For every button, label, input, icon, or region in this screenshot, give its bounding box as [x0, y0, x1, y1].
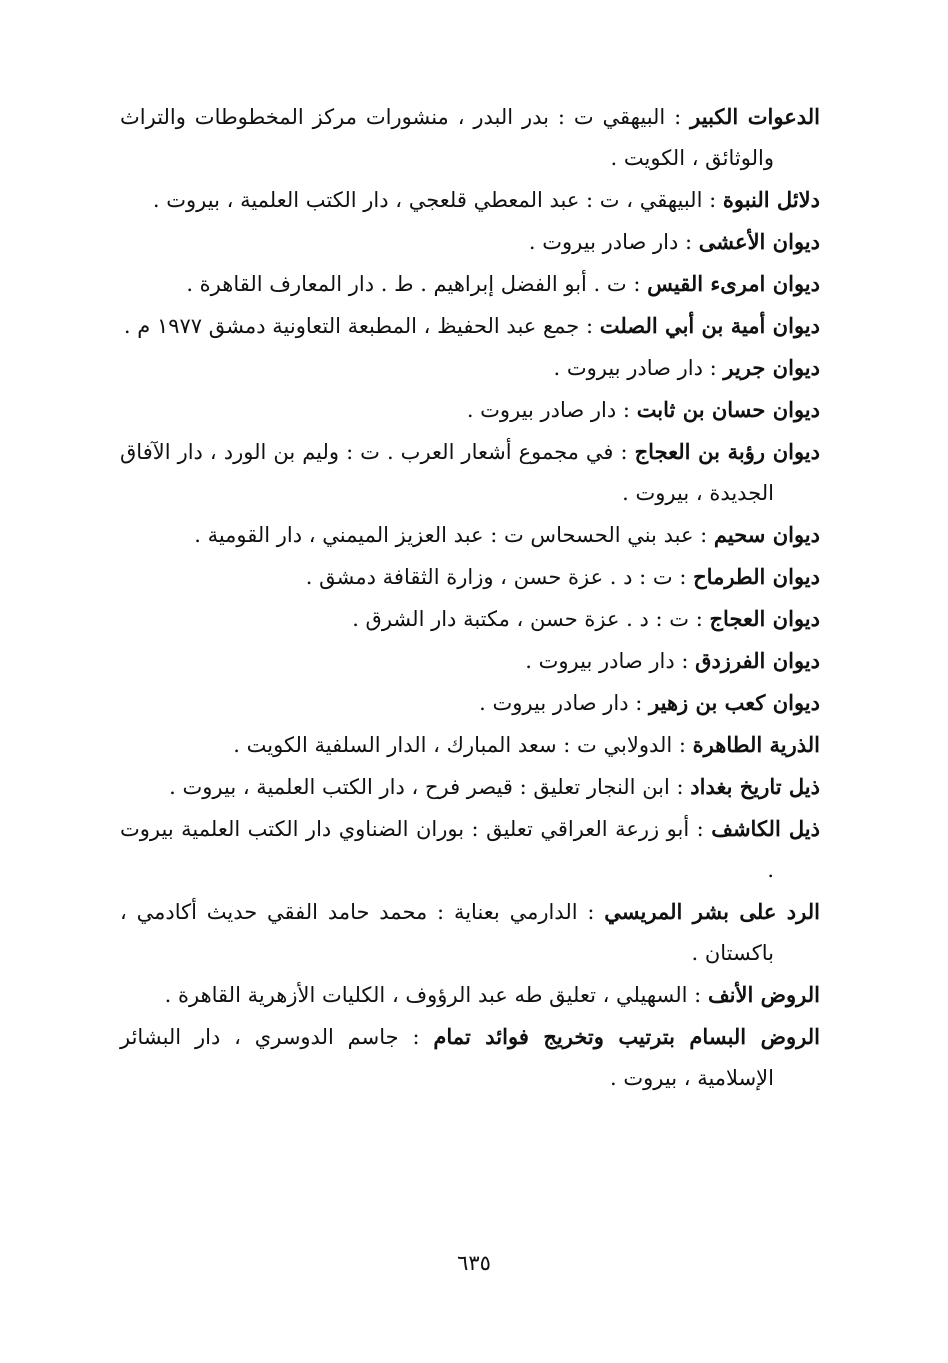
entry-title: ديوان العجاج	[709, 606, 820, 631]
bibliography-entry	[120, 1016, 820, 1099]
bibliography-entry	[120, 556, 820, 598]
entry-details: البيهقي ت : بدر البدر ، منشورات مركز المخطوطات والتراث والوثائق ، الكويت .	[120, 105, 774, 170]
bibliography-entry	[120, 347, 820, 389]
entry-title: ذيل الكاشف	[711, 816, 820, 841]
entry-title: ديوان امرىء القيس	[647, 271, 820, 296]
bibliography-entry	[120, 640, 820, 682]
page-number: ٦٣٥	[457, 1251, 491, 1275]
entry-title: ذيل تاريخ بغداد	[690, 774, 820, 799]
bibliography-entry	[120, 891, 820, 974]
entry-details: جمع عبد الحفيظ ، المطبعة التعاونية دمشق ١٩٧٧ م .	[123, 314, 580, 338]
bibliography-entry	[120, 808, 820, 891]
entry-title: ديوان الفرزدق	[695, 648, 820, 673]
entry-title: ديوان جرير	[723, 355, 820, 380]
entry-details: ت . أبو الفضل إبراهيم . ط . دار المعارف القاهرة .	[186, 272, 627, 296]
entry-details: الدولابي ت : سعد المبارك ، الدار السلفية الكويت .	[233, 733, 673, 757]
entry-details: السهيلي ، تعليق طه عبد الرؤوف ، الكليات الأزهرية القاهرة .	[164, 983, 688, 1007]
entry-title: الذرية الطاهرة	[692, 732, 820, 757]
entry-title: ديوان أمية بن أبي الصلت	[599, 313, 820, 338]
entry-details: عبد بني الحسحاس ت : عبد العزيز الميمني ، دار القومية .	[194, 523, 694, 547]
entry-title: الروض الأنف	[707, 982, 820, 1007]
entry-title: ديوان كعب بن زهير	[649, 690, 820, 715]
entry-title: الرد على بشر المريسي	[604, 899, 820, 924]
entry-title: الروض البسام بترتيب وتخريج فوائد تمام	[433, 1024, 820, 1049]
entry-details: جاسم الدوسري ، دار البشائر الإسلامية ، بيروت .	[120, 1025, 774, 1090]
entry-title: دلائل النبوة	[722, 187, 820, 212]
entry-details: أبو زرعة العراقي تعليق : بوران الضناوي دار الكتب العلمية بيروت .	[120, 817, 774, 882]
entry-details: ت : د . عزة حسن ، مكتبة دار الشرق .	[352, 607, 690, 631]
entry-details: الدارمي بعناية : محمد حامد الفقي حديث أكادمي ، باكستان .	[120, 900, 774, 965]
bibliography-entry	[120, 431, 820, 514]
bibliography-entry	[120, 179, 820, 221]
entry-details: البيهقي ، ت : عبد المعطي قلعجي ، دار الكتب العلمية ، بيروت .	[152, 188, 703, 212]
bibliography-entry	[120, 598, 820, 640]
entry-details: دار صادر بيروت .	[553, 356, 703, 380]
bibliography-entry	[120, 221, 820, 263]
entry-details: ابن النجار تعليق : قيصر فرح ، دار الكتب العلمية ، بيروت .	[169, 775, 670, 799]
entry-details: في مجموع أشعار العرب . ت : وليم بن الورد ، دار الآفاق الجديدة ، بيروت .	[120, 440, 774, 505]
entry-title: ديوان رؤبة بن العجاج	[634, 439, 820, 464]
entry-title: ديوان حسان بن ثابت	[636, 397, 820, 422]
bibliography-entry	[120, 974, 820, 1016]
entry-details: دار صادر بيروت .	[528, 230, 679, 254]
entry-details: دار صادر بيروت .	[466, 398, 617, 422]
bibliography-entry	[120, 96, 820, 179]
entry-title: الدعوات الكبير	[690, 104, 821, 129]
bibliography-entry	[120, 389, 820, 431]
bibliography-list	[120, 96, 820, 1099]
entry-details: دار صادر بيروت .	[525, 649, 675, 673]
entry-title: ديوان الطرماح	[693, 564, 820, 589]
bibliography-entry	[120, 263, 820, 305]
bibliography-entry	[120, 766, 820, 808]
bibliography-entry	[120, 682, 820, 724]
bibliography-entry	[120, 305, 820, 347]
bibliography-entry	[120, 514, 820, 556]
entry-details: دار صادر بيروت .	[479, 691, 629, 715]
entry-details: ت : د . عزة حسن ، وزارة الثقافة دمشق .	[305, 565, 673, 589]
entry-title: ديوان الأعشى	[698, 229, 820, 254]
bibliography-entry	[120, 724, 820, 766]
entry-title: ديوان سحيم	[713, 522, 820, 547]
